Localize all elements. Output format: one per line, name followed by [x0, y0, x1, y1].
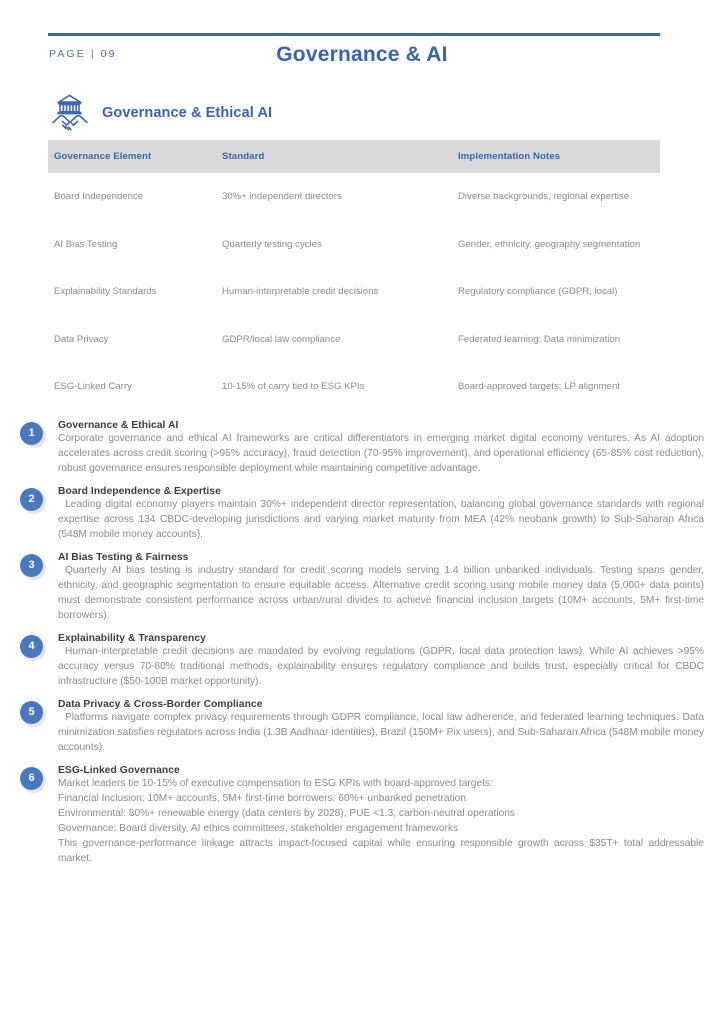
badge-number: 3	[20, 554, 43, 577]
governance-table-wrapper	[48, 140, 660, 411]
section-heading: AI Bias Testing & Fairness	[58, 551, 189, 563]
table-row	[48, 221, 660, 269]
column-header-standard: Standard	[218, 140, 454, 173]
badge-number: 4	[20, 635, 43, 658]
column-header-governance-element: Governance Element	[48, 140, 218, 173]
cell-element: AI Bias Testing	[54, 238, 118, 250]
section-number-badge	[20, 554, 46, 580]
section-banner-title: Governance & Ethical AI	[102, 105, 273, 121]
section-item	[20, 552, 704, 624]
section-item	[20, 486, 704, 543]
section-number-badge	[20, 635, 46, 661]
cell-notes: Gender, ethnicity, geography segmentation	[458, 238, 641, 250]
page-title: Governance & AI	[276, 43, 448, 66]
bank-handshake-icon	[48, 91, 92, 135]
cell-standard: GDPR/local law compliance	[222, 333, 341, 345]
section-paragraph: Governance: Board diversity, AI ethics committees, stakeholder engagement frameworks	[58, 822, 459, 834]
cell-standard: Quarterly testing cycles	[222, 238, 322, 250]
badge-number: 6	[20, 767, 43, 790]
section-paragraph: Financial Inclusion: 10M+ accounts, 5M+ first-time borrowers, 60%+ unbanked penetration	[58, 792, 466, 804]
section-paragraph: Quarterly AI bias testing is industry standard for credit scoring models serving 1.4 billion unbanked individuals. Testing spans gender, ethnicity, and geographic segmentation to ensure equitable access. Alternative credit scoring using mobile money data (5,000+ data points) must demonstrate consistent performance across urban/rural divides to achieve financial inclusion targets (10M+ accounts, 5M+ first-time borrowers).	[58, 564, 704, 621]
section-banner	[48, 91, 272, 135]
column-header-implementation-notes: Implementation Notes	[454, 140, 660, 173]
section-paragraph: Human-interpretable credit decisions are mandated by evolving regulations (GDPR, local data protection laws). While AI achieves >95% accuracy versus 70-80% traditional methods, explainability ensures regulatory compliance and builds trust, especially critical for CBDC infrastructure ($50-100B market opportunity).	[58, 645, 704, 687]
section-paragraph: Corporate governance and ethical AI frameworks are critical differentiators in emerging market digital economy ventures. As AI adoption accelerates across credit scoring (>95% accuracy), fraud detection (70-95% improvement), and operational efficiency (65-85% cost reduction), robust governance ensures responsible deployment while maintaining competitive advantage.	[58, 433, 704, 474]
section-heading: ESG-Linked Governance	[58, 764, 180, 776]
table-body	[48, 173, 660, 411]
cell-element: Data Privacy	[54, 333, 109, 345]
section-heading: Board Independence & Expertise	[58, 485, 221, 497]
section-item	[20, 765, 704, 867]
governance-table	[48, 140, 660, 411]
cell-element: Board Independence	[54, 191, 144, 202]
cell-element: ESG-Linked Carry	[54, 381, 132, 393]
header-rule	[48, 33, 660, 36]
section-heading: Governance & Ethical AI	[58, 420, 179, 431]
badge-number: 2	[20, 488, 43, 511]
section-heading: Explainability & Transparency	[58, 632, 206, 644]
narrative-sections	[20, 420, 704, 876]
cell-notes: Board-approved targets; LP alignment	[458, 381, 620, 393]
table-header	[48, 140, 660, 173]
page-number-label: PAGE | 09	[49, 48, 117, 60]
section-item	[20, 633, 704, 690]
cell-notes: Federated learning; Data minimization	[458, 333, 621, 345]
badge-number: 1	[20, 422, 43, 445]
section-item	[20, 699, 704, 756]
table-row	[48, 268, 660, 316]
cell-standard: 30%+ independent directors	[222, 191, 342, 202]
section-paragraph: This governance-performance linkage attracts impact-focused capital while ensuring responsible growth across $35T+ total addressable market.	[58, 837, 704, 864]
section-number-badge	[20, 488, 46, 514]
section-paragraph: Market leaders tie 10-15% of executive compensation to ESG KPIs with board-approved targets:	[58, 777, 493, 789]
section-number-badge	[20, 767, 46, 793]
cell-element: Explainability Standards	[54, 286, 157, 298]
section-paragraph: Leading digital economy players maintain 30%+ independent director representation, balancing global governance standards with regional expertise across 134 CBDC-developing jurisdictions and varying market maturity from MEA (42% neobank growth) to Sub-Saharan Africa (548M mobile money accounts).	[58, 498, 704, 540]
table-row	[48, 173, 660, 221]
section-paragraph: Environmental: 80%+ renewable energy (data centers by 2028), PUE <1.3, carbon-neutral operations	[58, 807, 516, 819]
table-row	[48, 316, 660, 364]
section-number-badge	[20, 701, 46, 727]
cell-standard: 10-15% of carry tied to ESG KPIs	[222, 381, 365, 393]
section-number-badge	[20, 422, 46, 448]
cell-notes: Diverse backgrounds, regional expertise	[458, 191, 630, 202]
cell-standard: Human-interpretable credit decisions	[222, 286, 379, 298]
badge-number: 5	[20, 701, 43, 724]
section-item	[20, 420, 704, 477]
table-row	[48, 363, 660, 411]
section-heading: Data Privacy & Cross-Border Compliance	[58, 698, 263, 710]
table-header-row	[48, 140, 660, 173]
cell-notes: Regulatory compliance (GDPR, local)	[458, 286, 618, 298]
section-paragraph: Platforms navigate complex privacy requirements through GDPR compliance, local law adherence, and federated learning techniques. Data minimization satisfies regulators across India (1.3B Aadhaar identities), Brazil (150M+ Pix users), and Sub-Saharan Africa (548M mobile money accounts).	[58, 711, 704, 753]
